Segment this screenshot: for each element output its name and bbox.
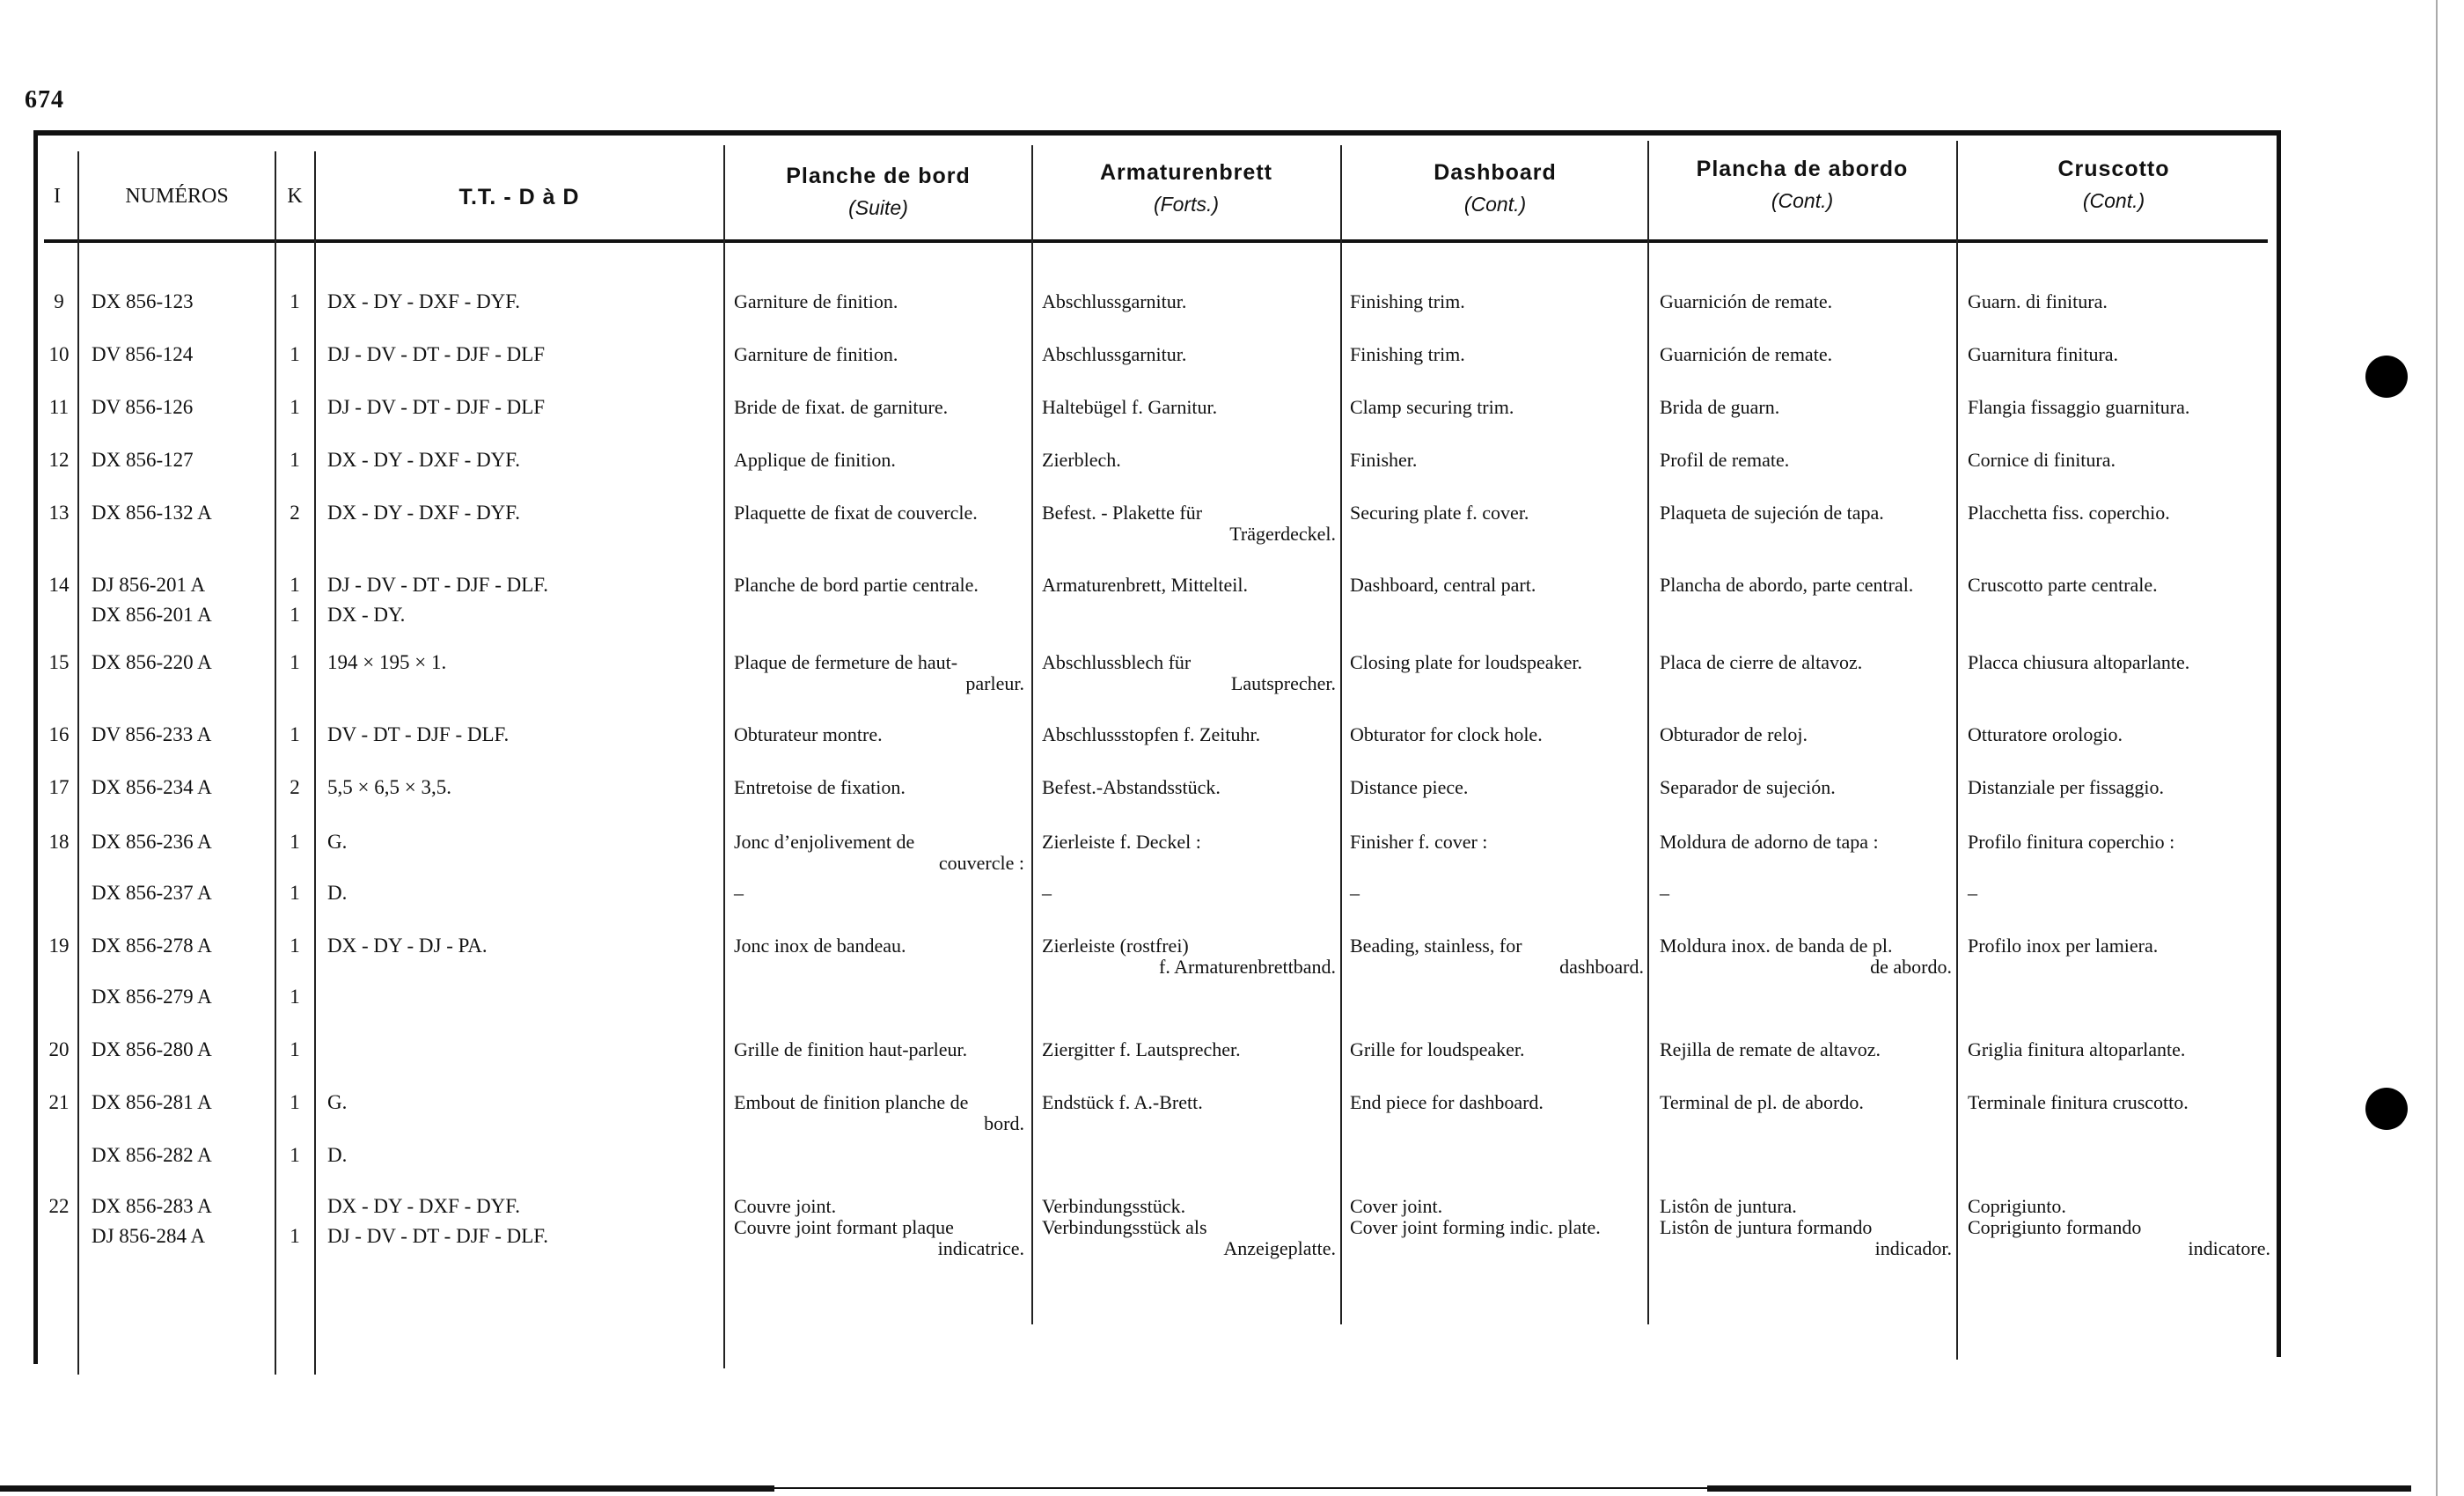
row-8-fr: Entretoise de fixation. bbox=[734, 776, 906, 798]
header-english bbox=[1344, 160, 1646, 216]
row-16-it-line-2: indicatore. bbox=[2188, 1237, 2270, 1259]
row-5-idx: 14 bbox=[48, 574, 70, 596]
row-16-es-line-0: Listôn de juntura. bbox=[1660, 1195, 1797, 1217]
row-1-k: 1 bbox=[290, 343, 300, 365]
row-5-en: Dashboard, central part. bbox=[1350, 574, 1536, 596]
header-spanish bbox=[1651, 157, 1954, 213]
row-14-de: Endstück f. A.-Brett. bbox=[1042, 1091, 1203, 1113]
row-8-idx: 17 bbox=[48, 776, 70, 798]
header-french-sub: (Suite) bbox=[848, 196, 908, 219]
row-0-tt: DX - DY - DXF - DYF. bbox=[327, 290, 520, 312]
row-11-es-line-1: de abordo. bbox=[1870, 956, 1952, 978]
row-13-fr: Grille de finition haut-parleur. bbox=[734, 1038, 968, 1060]
header-english-sub: (Cont.) bbox=[1463, 193, 1527, 216]
row-2-tt: DJ - DV - DT - DJF - DLF bbox=[327, 396, 546, 418]
column-divider bbox=[723, 145, 725, 1368]
row-12-k: 1 bbox=[290, 986, 300, 1008]
row-12-num: DX 856-279 A bbox=[92, 986, 212, 1008]
row-14-fr-line-1: bord. bbox=[984, 1112, 1024, 1134]
row-8-num: DX 856-234 A bbox=[92, 776, 212, 798]
row-1-es: Guarnición de remate. bbox=[1660, 343, 1833, 365]
row-9-idx: 18 bbox=[48, 831, 70, 853]
row-15-num: DX 856-282 A bbox=[92, 1144, 212, 1166]
row-8-de: Befest.-Abstandsstück. bbox=[1042, 776, 1221, 798]
row-1-it: Guarnitura finitura. bbox=[1968, 343, 2119, 365]
row-0-fr: Garniture de finition. bbox=[734, 290, 898, 312]
row-5-num-line-0: DJ 856-201 A bbox=[92, 574, 206, 596]
page-number: 674 bbox=[25, 86, 64, 114]
row-4-es: Plaqueta de sujeción de tapa. bbox=[1660, 502, 1884, 524]
row-2-en: Clamp securing trim. bbox=[1350, 396, 1514, 418]
row-10-k: 1 bbox=[290, 882, 300, 904]
row-6-en: Closing plate for loudspeaker. bbox=[1350, 651, 1582, 673]
header-italian-sub: (Cont.) bbox=[2082, 189, 2145, 212]
column-divider bbox=[1031, 145, 1033, 1324]
header-tt: T.T. - D à D bbox=[458, 185, 580, 209]
row-7-idx: 16 bbox=[48, 723, 70, 745]
page-edge bbox=[2436, 0, 2438, 1496]
row-1-en: Finishing trim. bbox=[1350, 343, 1465, 365]
header-english-title: Dashboard bbox=[1434, 160, 1557, 185]
row-2-idx: 11 bbox=[48, 396, 70, 418]
header-spanish-title: Plancha de abordo bbox=[1696, 157, 1909, 181]
row-15-k: 1 bbox=[290, 1144, 300, 1166]
row-0-idx: 9 bbox=[54, 290, 64, 312]
row-11-fr: Jonc inox de bandeau. bbox=[734, 935, 906, 957]
row-14-k: 1 bbox=[290, 1091, 300, 1113]
table-top-border bbox=[33, 130, 2281, 136]
row-9-num: DX 856-236 A bbox=[92, 831, 212, 853]
row-0-en: Finishing trim. bbox=[1350, 290, 1465, 312]
row-0-it: Guarn. di finitura. bbox=[1968, 290, 2108, 312]
row-5-fr: Planche de bord partie centrale. bbox=[734, 574, 979, 596]
row-9-fr-line-0: Jonc d’enjolivement de bbox=[734, 831, 915, 853]
row-8-es: Separador de sujeción. bbox=[1660, 776, 1836, 798]
row-1-fr: Garniture de finition. bbox=[734, 343, 898, 365]
row-14-fr-line-0: Embout de finition planche de bbox=[734, 1091, 969, 1113]
row-6-num: DX 856-220 A bbox=[92, 651, 212, 673]
row-6-idx: 15 bbox=[48, 651, 70, 673]
row-11-es-line-0: Moldura inox. de banda de pl. bbox=[1660, 935, 1893, 957]
row-7-it: Otturatore orologio. bbox=[1968, 723, 2123, 745]
row-16-de-line-0: Verbindungsstück. bbox=[1042, 1195, 1186, 1217]
row-4-k: 2 bbox=[290, 502, 300, 524]
row-13-k: 1 bbox=[290, 1038, 300, 1060]
header-index: I bbox=[54, 185, 61, 208]
row-10-tt: D. bbox=[327, 882, 348, 904]
row-15-tt: D. bbox=[327, 1144, 348, 1166]
row-7-k: 1 bbox=[290, 723, 300, 745]
row-1-de: Abschlussgarnitur. bbox=[1042, 343, 1187, 365]
row-2-k: 1 bbox=[290, 396, 300, 418]
row-16-num-line-0: DX 856-283 A bbox=[92, 1195, 212, 1217]
row-4-tt: DX - DY - DXF - DYF. bbox=[327, 502, 520, 524]
row-3-tt: DX - DY - DXF - DYF. bbox=[327, 449, 520, 471]
row-13-idx: 20 bbox=[48, 1038, 70, 1060]
row-6-fr-line-0: Plaque de fermeture de haut- bbox=[734, 651, 958, 673]
row-1-tt: DJ - DV - DT - DJF - DLF bbox=[327, 343, 546, 365]
row-10-it: – bbox=[1968, 882, 1977, 904]
row-7-num: DV 856-233 A bbox=[92, 723, 212, 745]
row-6-es: Placa de cierre de altavoz. bbox=[1660, 651, 1863, 673]
row-7-en: Obturator for clock hole. bbox=[1350, 723, 1543, 745]
row-9-fr-line-1: couvercle : bbox=[938, 852, 1024, 874]
header-german-sub: (Forts.) bbox=[1153, 193, 1220, 216]
binding-hole bbox=[2365, 356, 2408, 398]
row-8-tt: 5,5 × 6,5 × 3,5. bbox=[327, 776, 451, 798]
row-16-num-line-1: DJ 856-284 A bbox=[92, 1225, 206, 1247]
row-2-de: Haltebügel f. Garnitur. bbox=[1042, 396, 1218, 418]
row-16-fr-line-2: indicatrice. bbox=[937, 1237, 1024, 1259]
row-5-k-line-0: 1 bbox=[290, 574, 300, 596]
row-11-it: Profilo inox per lamiera. bbox=[1968, 935, 2159, 957]
row-16-k-line-1: 1 bbox=[290, 1225, 300, 1247]
row-11-de-line-1: f. Armaturenbrettband. bbox=[1159, 956, 1336, 978]
binding-hole bbox=[2365, 1088, 2408, 1130]
row-16-de-line-1: Verbindungsstück als bbox=[1042, 1216, 1207, 1238]
row-2-fr: Bride de fixat. de garniture. bbox=[734, 396, 949, 418]
row-13-en: Grille for loudspeaker. bbox=[1350, 1038, 1525, 1060]
row-14-es: Terminal de pl. de abordo. bbox=[1660, 1091, 1864, 1113]
row-16-tt-line-1: DJ - DV - DT - DJF - DLF. bbox=[327, 1225, 548, 1247]
row-6-de-line-0: Abschlussblech für bbox=[1042, 651, 1192, 673]
row-5-es: Plancha de abordo, parte central. bbox=[1660, 574, 1914, 596]
header-french-title: Planche de bord bbox=[786, 164, 971, 188]
row-3-es: Profil de remate. bbox=[1660, 449, 1790, 471]
row-3-k: 1 bbox=[290, 449, 300, 471]
row-14-idx: 21 bbox=[48, 1091, 70, 1113]
row-9-k: 1 bbox=[290, 831, 300, 853]
row-13-it: Griglia finitura altoparlante. bbox=[1968, 1038, 2186, 1060]
row-1-idx: 10 bbox=[48, 343, 70, 365]
row-3-num: DX 856-127 bbox=[92, 449, 194, 471]
row-4-en: Securing plate f. cover. bbox=[1350, 502, 1529, 524]
row-13-es: Rejilla de remate de altavoz. bbox=[1660, 1038, 1881, 1060]
row-11-tt: DX - DY - DJ - PA. bbox=[327, 935, 488, 957]
row-3-de: Zierblech. bbox=[1042, 449, 1121, 471]
bottom-rule bbox=[774, 1487, 1707, 1489]
row-5-it: Cruscotto parte centrale. bbox=[1968, 574, 2158, 596]
row-2-it: Flangia fissaggio guarnitura. bbox=[1968, 396, 2190, 418]
row-9-tt: G. bbox=[327, 831, 348, 853]
row-10-num: DX 856-237 A bbox=[92, 882, 212, 904]
row-4-fr: Plaquette de fixat de couvercle. bbox=[734, 502, 978, 524]
row-2-es: Brida de guarn. bbox=[1660, 396, 1780, 418]
row-13-de: Ziergitter f. Lautsprecher. bbox=[1042, 1038, 1241, 1060]
row-13-num: DX 856-280 A bbox=[92, 1038, 212, 1060]
row-5-num-line-1: DX 856-201 A bbox=[92, 604, 212, 626]
row-11-k: 1 bbox=[290, 935, 300, 957]
column-divider bbox=[77, 151, 79, 1375]
row-11-de-line-0: Zierleiste (rostfrei) bbox=[1042, 935, 1189, 957]
row-6-fr-line-1: parleur. bbox=[965, 672, 1024, 694]
header-german bbox=[1035, 160, 1338, 216]
column-divider bbox=[1956, 141, 1958, 1360]
row-7-de: Abschlussstopfen f. Zeituhr. bbox=[1042, 723, 1261, 745]
row-1-num: DV 856-124 bbox=[92, 343, 194, 365]
header-qty: K bbox=[287, 185, 303, 208]
bottom-rule bbox=[0, 1485, 774, 1492]
row-5-de: Armaturenbrett, Mittelteil. bbox=[1042, 574, 1248, 596]
row-10-de: – bbox=[1042, 882, 1052, 904]
header-french bbox=[727, 164, 1030, 220]
row-7-fr: Obturateur montre. bbox=[734, 723, 883, 745]
row-16-de-line-2: Anzeigeplatte. bbox=[1223, 1237, 1336, 1259]
header-spanish-sub: (Cont.) bbox=[1771, 189, 1834, 212]
header-italian-title: Cruscotto bbox=[2057, 157, 2170, 181]
row-11-num: DX 856-278 A bbox=[92, 935, 212, 957]
row-16-en-line-0: Cover joint. bbox=[1350, 1195, 1443, 1217]
row-3-fr: Applique de finition. bbox=[734, 449, 896, 471]
table-right-border bbox=[2277, 130, 2281, 1357]
row-8-it: Distanziale per fissaggio. bbox=[1968, 776, 2164, 798]
row-4-it: Placchetta fiss. coperchio. bbox=[1968, 502, 2170, 524]
column-divider bbox=[275, 151, 276, 1375]
row-9-es: Moldura de adorno de tapa : bbox=[1660, 831, 1879, 853]
row-3-en: Finisher. bbox=[1350, 449, 1418, 471]
row-14-en: End piece for dashboard. bbox=[1350, 1091, 1544, 1113]
row-4-de-line-0: Befest. - Plakette für bbox=[1042, 502, 1203, 524]
row-16-es-line-1: Listôn de juntura formando bbox=[1660, 1216, 1873, 1238]
row-16-it-line-0: Coprigiunto. bbox=[1968, 1195, 2066, 1217]
row-11-en-line-0: Beading, stainless, for bbox=[1350, 935, 1522, 957]
column-divider bbox=[314, 151, 316, 1375]
row-5-tt-line-0: DJ - DV - DT - DJF - DLF. bbox=[327, 574, 548, 596]
row-4-de-line-1: Trägerdeckel. bbox=[1229, 523, 1336, 545]
row-6-it: Placca chiusura altoparlante. bbox=[1968, 651, 2190, 673]
row-7-es: Obturador de reloj. bbox=[1660, 723, 1808, 745]
row-11-idx: 19 bbox=[48, 935, 70, 957]
header-italian bbox=[1960, 157, 2268, 213]
row-0-es: Guarnición de remate. bbox=[1660, 290, 1833, 312]
row-5-k-line-1: 1 bbox=[290, 604, 300, 626]
header-separator bbox=[44, 239, 2268, 243]
row-16-es-line-2: indicador. bbox=[1874, 1237, 1952, 1259]
bottom-rule bbox=[1707, 1485, 2411, 1492]
row-8-k: 2 bbox=[290, 776, 300, 798]
row-16-tt-line-0: DX - DY - DXF - DYF. bbox=[327, 1195, 520, 1217]
row-2-num: DV 856-126 bbox=[92, 396, 194, 418]
row-3-it: Cornice di finitura. bbox=[1968, 449, 2116, 471]
row-0-k: 1 bbox=[290, 290, 300, 312]
row-6-tt: 194 × 195 × 1. bbox=[327, 651, 447, 673]
column-divider bbox=[1340, 145, 1342, 1324]
row-16-fr-line-1: Couvre joint formant plaque bbox=[734, 1216, 954, 1238]
row-10-fr: – bbox=[734, 882, 744, 904]
header-german-title: Armaturenbrett bbox=[1100, 160, 1272, 185]
row-4-idx: 13 bbox=[48, 502, 70, 524]
row-6-k: 1 bbox=[290, 651, 300, 673]
row-0-de: Abschlussgarnitur. bbox=[1042, 290, 1187, 312]
row-14-tt: G. bbox=[327, 1091, 348, 1113]
row-3-idx: 12 bbox=[48, 449, 70, 471]
row-10-en: – bbox=[1350, 882, 1360, 904]
row-10-es: – bbox=[1660, 882, 1669, 904]
row-16-idx: 22 bbox=[48, 1195, 70, 1217]
row-8-en: Distance piece. bbox=[1350, 776, 1469, 798]
row-16-it-line-1: Coprigiunto formando bbox=[1968, 1216, 2142, 1238]
row-0-num: DX 856-123 bbox=[92, 290, 194, 312]
column-divider bbox=[1647, 141, 1649, 1324]
row-9-it: Profilo finitura coperchio : bbox=[1968, 831, 2175, 853]
row-9-de: Zierleiste f. Deckel : bbox=[1042, 831, 1201, 853]
row-14-num: DX 856-281 A bbox=[92, 1091, 212, 1113]
header-numbers: NUMÉROS bbox=[125, 185, 229, 208]
row-16-en-line-1: Cover joint forming indic. plate. bbox=[1350, 1216, 1601, 1238]
row-14-it: Terminale finitura cruscotto. bbox=[1968, 1091, 2189, 1113]
row-9-en: Finisher f. cover : bbox=[1350, 831, 1488, 853]
table-left-border bbox=[33, 130, 38, 1364]
row-11-en-line-1: dashboard. bbox=[1559, 956, 1644, 978]
row-7-tt: DV - DT - DJF - DLF. bbox=[327, 723, 510, 745]
row-16-fr-line-0: Couvre joint. bbox=[734, 1195, 837, 1217]
row-6-de-line-1: Lautsprecher. bbox=[1230, 672, 1336, 694]
row-5-tt-line-1: DX - DY. bbox=[327, 604, 406, 626]
row-4-num: DX 856-132 A bbox=[92, 502, 212, 524]
